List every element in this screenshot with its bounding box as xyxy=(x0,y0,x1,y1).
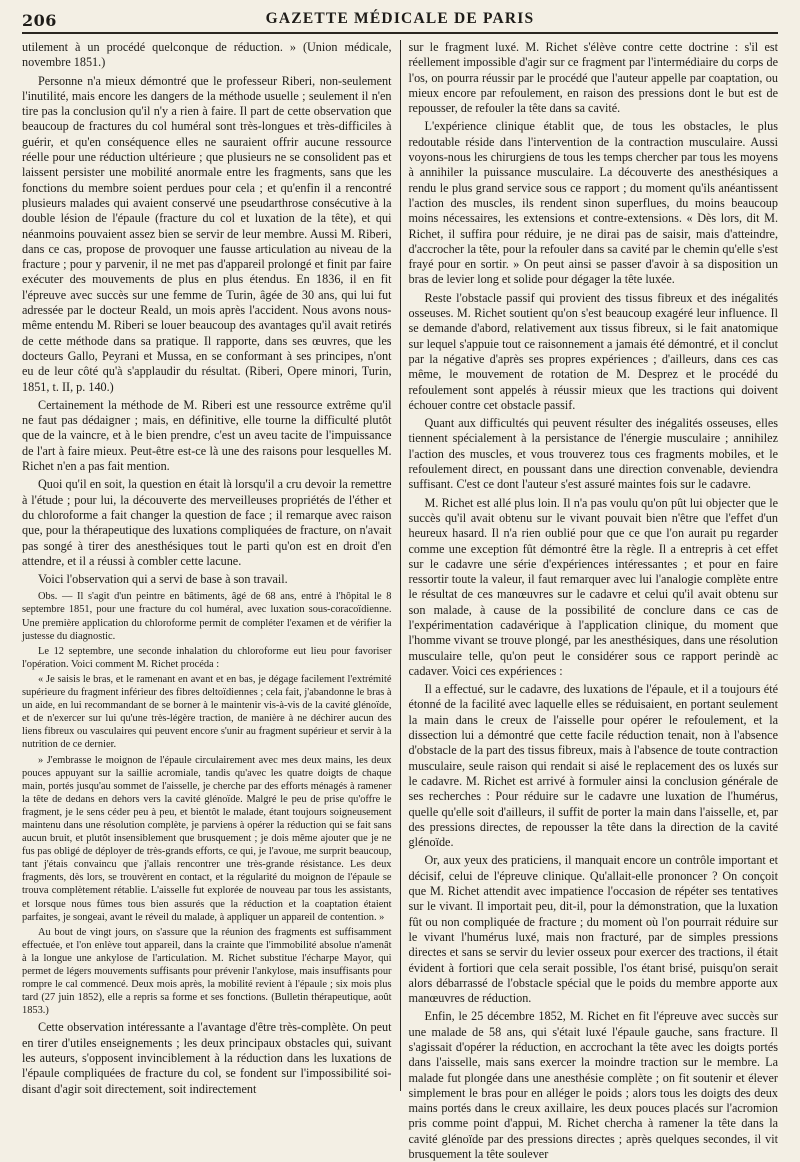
paragraph: Enfin, le 25 décembre 1852, M. Richet en fit l'épreuve avec succès sur une malade de 58 ans, qui s'était luxé l'épaule gauche, sans fracture. Il s'agissait d'opérer la réduction, en accrochant la tête avec les doigts portés dans l'aisselle, mais sans exercer la moindre traction sur le membre. La malade fut plongée dans une anesthésie complète ; on fit soutenir et élever simplement le bras pour en alléger le poids ; alors tous les doigts des deux mains portés dans le creux axillaire, les deux pouces placés sur l'acromion pris comme point d'appui, M. Richet chercha à ramener la tête dans la cavité glénoïde par des pressions directes ; après quelques secondes, il vit brusquement la tête soulever xyxy=(408,1009,778,1162)
paragraph: L'expérience clinique établit que, de tous les obstacles, le plus redoutable réside dans l'intervention de la contraction musculaire. Aussi voyons-nous les chirurgiens de tous les temps chercher par tous les moyens à annihiler la puissance musculaire. La découverte des anesthésiques a rendu le plus grand service sous ce rapport ; du moment qu'ils anéantissent l'action des muscles, ils rendent sinon superflues, du moins beaucoup moins nécessaires, les extensions et contre-extensions. « Dès lors, dit M. Richet, il suffira pour réduire, je ne dirai pas de saisir, mais d'atteindre, d'accrocher la tête, pour la refouler dans sa cavité par le chemin qu'elle s'est frayé pour en sortir. » On peut ainsi se passer d'avoir à sa disposition un bras de levier long et solide pour dégager la tête luxée. xyxy=(408,119,778,287)
paragraph: Or, aux yeux des praticiens, il manquait encore un contrôle important et décisif, celui de l'épreuve clinique. Qu'allait-elle prononcer ? On conçoit que M. Richet attendit avec impatience l'occasion de répéter ses tentatives sur le vivant. Il importait peu, dit-il, pour la démonstration, que la luxation fût ou non compliquée de fracture ; du moment où l'on pourrait réduire sur le vivant l'humérus luxé, mais non fracturé, par de simples pressions directes et sans se servir du levier osseux pour exercer des tractions, il était évident à fortiori que cela serait possible, l'os étant brisé, puisqu'on serait alors débarrassé de l'obstacle spécial que le poids du membre apporte aux manœuvres de réduction. xyxy=(408,853,778,1006)
text-columns xyxy=(22,40,778,1162)
paragraph: Voici l'observation qui a servi de base à son travail. xyxy=(38,572,288,587)
observation-paragraph: Obs. — Il s'agit d'un peintre en bâtiments, âgé de 68 ans, entré à l'hôpital le 8 septembre 1851, pour une fracture du col huméral, avec luxation sous-coracoïdienne. Une première application du chloroforme permit de compléter l'examen et de vérifier la justesse du diagnostic. xyxy=(22,591,392,642)
page-header xyxy=(22,6,778,34)
paragraph: Reste l'obstacle passif qui provient des tissus fibreux et des inégalités osseuses. M. Richet soutient qu'on s'est beaucoup exagéré leur influence. Il se demande d'abord, relativement aux tissus fibreux, si le fait anatomique sur lequel s'appuie tout ce raisonnement a jamais été démontré, et il conclut par la négative d'après ses propres expériences ; d'ailleurs, dans ces cas même, le mouvement de rotation de M. Desprez et le procédé du refoulement sont appelés à réussir mieux que les tractions qui doivent échouer contre cet obstacle passif. xyxy=(408,290,778,412)
paragraph: Quoi qu'il en soit, la question en était là lorsqu'il a cru devoir la remettre à l'étude ; pour lui, la découverte des merveilleuses propriétés de l'éther et du chloroforme a fait changer la question de face ; il remarque avec raison que, pour la thérapeutique des luxations compliquées de fracture, on n'avait pas songé à tirer des anesthésiques tout le parti qu'on est en droit d'en attendre, et il a réussi à combler cette lacune. xyxy=(22,477,392,568)
paragraph: Cette observation intéressante a l'avantage d'être très-complète. On peut en tirer d'utiles enseignements ; les deux principaux obstacles qui, suivant les auteurs, s'opposent invinciblement à la réduction dans les luxations de l'épaule compliquées de fracture du col, se fondent sur l'impossibilité soi-disant d'agir soit directement, soit indirectement xyxy=(22,1020,392,1096)
observation-block xyxy=(22,590,392,1017)
paragraph: M. Richet est allé plus loin. Il n'a pas voulu qu'on pût lui objecter que le succès qu'il avait obtenu sur le vivant pouvait bien n'être que l'effet d'un heureux hasard. Il n'a rien oublié pour que ce que l'on aurait pu regarder comme une exception fût démontré être la règle. Il a entrepris à cet effet sur le cadavre une série d'expériences intéressantes ; et pour en faire ressortir toute la valeur, il faut remarquer avec lui l'analogie complète entre le résultat de ces manœuvres sur le cadavre et celui qu'il avait obtenu sur son malade, à cause de la possibilité de conclure dans ce cas de l'expérimentation cadavérique à l'application clinique, du moment que l'homme vivant se trouve plongé, par les anesthésiques, dans une résolution musculaire telle, qu'on peut le considérer sous ce rapport perindè ac cadaver. Voici ces expériences : xyxy=(408,495,778,678)
right-column xyxy=(401,40,779,1162)
observation-paragraph: » J'embrasse le moignon de l'épaule circulairement avec mes deux mains, les deux pouces appuyant sur la saillie acromiale, tandis qu'avec les quatre doigts de chaque main, portés jusqu'au sommet de l'aisselle, je cherche par des efforts ménagés à ramener la tête de dedans en dehors vers la cavité glénoïde. Malgré le peu de prise qu'offre le fragment, je le sens céder peu à peu, et bientôt le malade, étant toujours soigneusement maintenu dans une résolution complète, je parviens à opérer la réduction qui se fait sans aucun bruit, et plutôt insensiblement que brusquement ; je dois même ajouter que je ne fus pas obligé de déployer de très-grands efforts, ce qui, je l'avoue, me surprit beaucoup, tant j'étais convaincu que j'allais rencontrer une très-grande résistance. Les deux fragments, dès lors, se trouvèrent en contact, et la régularité du moignon de l'épaule se trouva complètement rétablie. L'aisselle fut explorée de nouveau par tous les assistants, et lorsque nous fûmes tous bien assurés que la réduction et la coaptation étaient parfaites, je songeai, avant le réveil du malade, à appliquer un appareil de contention. » xyxy=(22,754,392,923)
paragraph: sur le fragment luxé. M. Richet s'élève contre cette doctrine : s'il est réellement impossible d'agir sur ce fragment par l'intermédiaire du corps de l'os, on pourra réussir par le procédé que l'auteur appelle par coaptation, ou mieux encore par refoulement, en raison des pressions dont le but est de repousser, de refouler la tête dans sa cavité. xyxy=(408,40,778,116)
journal-title: GAZETTE MÉDICALE DE PARIS xyxy=(265,10,535,27)
page-number: 206 xyxy=(22,11,57,30)
observation-paragraph: Au bout de vingt jours, on s'assure que la réunion des fragments est suffisamment effectuée, et l'on enlève tout appareil, dans la crainte que l'immobilité absolue n'amenât à la longue une ankylose de l'articulation. M. Richet substitue l'écharpe Mayor, qui permet de légers mouvements suffisants pour prévenir l'ankylose, mais insuffisants pour rompre le cal commencé. Deux mois après, la mobilité revient à l'épaule ; six mois plus tard (27 juin 1852), elle a repris sa forme et ses fonctions. (Bulletin thérapeutique, août 1853.) xyxy=(22,926,392,1017)
observation-paragraph: « Je saisis le bras, et le ramenant en avant et en bas, je dégage facilement l'extrémité supérieure du fragment inférieur des fibres deltoïdiennes ; cela fait, j'abandonne le bras à un aide, en lui recommandant de se borner à le maintenir vis-à-vis de la cavité glénoïde, et de n'exercer sur lui qu'une très-légère traction, de manière à ne déchirer aucun des liens fibreux ou vasculaires qui peuvent encore s'unir au fragment supérieur et servir à la nutrition de ce dernier. xyxy=(22,673,392,751)
paragraph: Certainement la méthode de M. Riberi est une ressource extrême qu'il ne faut pas dédaigner ; mais, en définitive, elle tourne la difficulté plutôt que de la vaincre, et à le bien prendre, c'est un aveu tacite de l'impuissance de l'art à faire mieux. Peut-être est-ce là une des raisons pour lesquelles M. Richet n'en a pas fait mention. xyxy=(22,397,392,474)
paragraph: Il a effectué, sur le cadavre, des luxations de l'épaule, et il a toujours été étonné de la facilité avec laquelle elles se réduisaient, en portant seulement la main dans le creux de l'aisselle pour opérer le refoulement, et la dissection lui a démontré que cette facile réduction tenait, non à l'absence d'obstacle de la part des tissus fibreux, mais à l'absence de toute contraction musculaire, seule raison qui rendait si aisé le replacement des os luxés sur le cadavre. M. Richet est arrivé à formuler ainsi la conclusion générale de ses recherches : Pour réduire sur le cadavre une luxation de l'humérus, quelle qu'elle soit d'ailleurs, il suffit de porter la main dans l'aisselle, et, par des pressions directes, de repousser la tête dans la direction de la cavité glénoïde. xyxy=(408,682,778,850)
observation-paragraph: Le 12 septembre, une seconde inhalation du chloroforme eut lieu pour favoriser l'opération. Voici comment M. Richet procéda : xyxy=(22,645,392,670)
paragraph: utilement à un procédé quelconque de réduction. » (Union médicale, novembre 1851.) xyxy=(22,40,392,70)
paragraph: Personne n'a mieux démontré que le professeur Riberi, non-seulement l'inutilité, mais encore les dangers de la méthode usuelle ; seulement il n'en tire pas la conclusion qu'il n'y a rien à faire. Il part de cette observation que beaucoup de fractures du col huméral sont très-longues et très-difficiles à guérir, et qu'en conséquence elles ne sauraient offrir aucune ressource réelle pour une réduction ultérieure ; que plusieurs ne se consolident pas et laissent persister une mobilité anormale entre les fragments, sans que les fonctions du membre soient perdues pour cela ; et qu'enfin il a rencontré plusieurs malades qui avaient conservé une pseudarthrose consécutive à la double lésion de l'épaule (fracture du col et luxation de la tête), et qui néanmoins pouvaient assez bien se servir de leur membre. Aussi M. Riberi, dans ce cas, propose de provoquer une fausse articulation au niveau de la fracture ; pour y parvenir, il ne met pas d'appareil prolongé et finit par faire exécuter des mouvements de plus en plus étendus. En 1836, il en fit l'épreuve avec succès sur une femme de Turin, âgée de 30 ans, qui lui fut adressée par le docteur Reald, un mois après l'accident. Nous avons nous-même entendu M. Riberi se louer beaucoup des avantages qu'il avait retirés de cette méthode dans sa pratique. Il rapporte, dans ses œuvres, que les docteurs Gallo, Peyrani et Mussa, en se conformant à ses principes, n'ont eu de leur côté qu'à s'applaudir du résultat. (Riberi, Opere minori, Turin, 1851, t. II, p. 140.) xyxy=(22,73,392,394)
paragraph: Quant aux difficultés qui peuvent résulter des inégalités osseuses, elles tiennent spécialement à la persistance de l'énergie musculaire ; annihilez l'action des muscles, et vous trouverez tous ces fragments mobiles, et le refoulement direct, en poussant dans une direction convenable, deviendra suffisant. C'est ce dont l'auteur s'est assuré maintes fois sur le cadavre. xyxy=(408,416,778,492)
left-column xyxy=(22,40,400,1096)
